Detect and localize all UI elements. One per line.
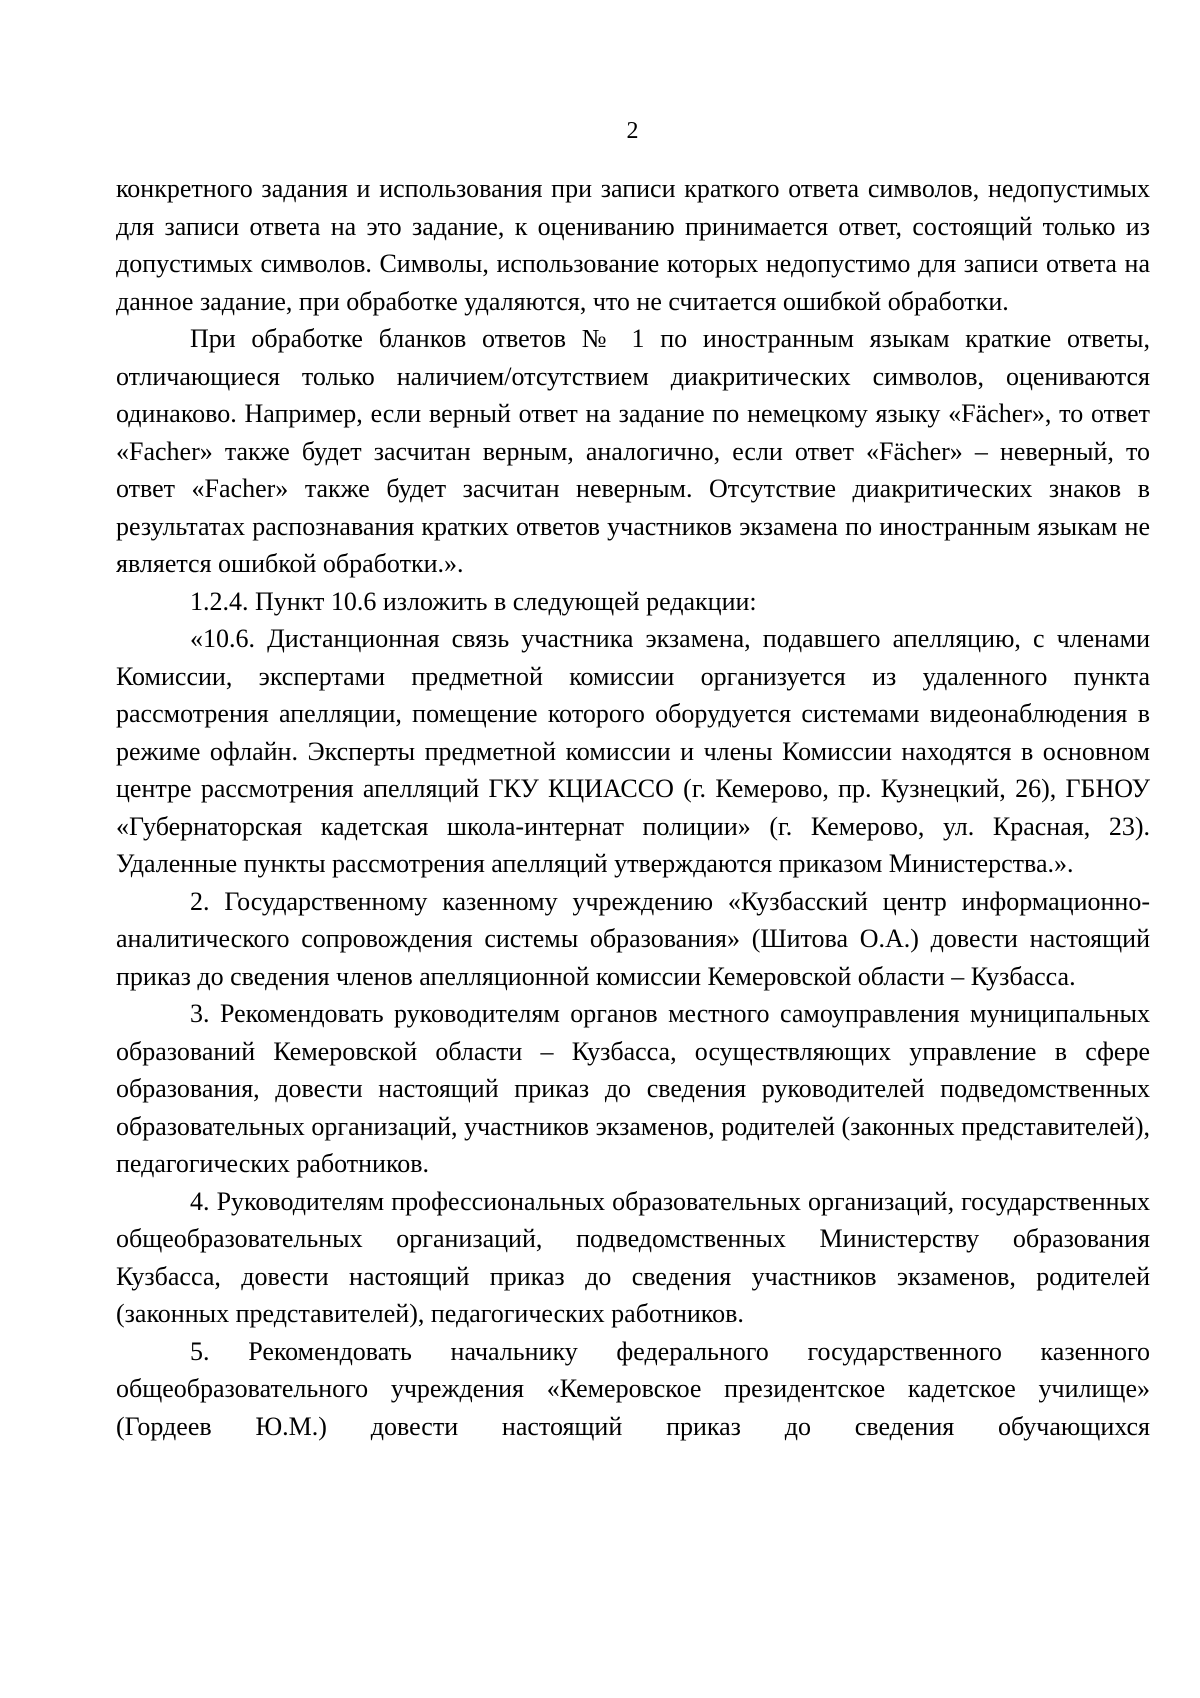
paragraph-item-5: 5. Рекомендовать начальнику федерального государственного казенного общеобразовательного учреждения «Кемеровское президентское кадетское училище» (Гордеев Ю.М.) довести настоящий приказ до сведения обучающихся: [116, 1336, 1150, 1441]
paragraph-continuation: конкретного задания и использования при записи краткого ответа символов, недопустимых для записи ответа на это задание, к оцениванию принимается ответ, состоящий только из допустимых символов. Символы, использование которых недопустимо для записи ответа на данное задание, при обработке удаляются, что не считается ошибкой обработки.: [116, 174, 1150, 316]
paragraph-item-2: 2. Государственному казенному учреждению «Кузбасский центр информационно-аналитического сопровождения системы образования» (Шитова О.А.) довести настоящий приказ до сведения членов апелляционной комиссии Кемеровской области – Кузбасса.: [116, 886, 1150, 991]
paragraph-item-10-6: «10.6. Дистанционная связь участника экзамена, подавшего апелляцию, с членами Комиссии, экспертами предметной комиссии организуется из удаленного пункта рассмотрения апелляции, помещение которого оборудуется системами видеонаблюдения в режиме офлайн. Эксперты предметной комиссии и члены Комиссии находятся в основном центре рассмотрения апелляций ГКУ КЦИАССО (г. Кемерово, пр. Кузнецкий, 26), ГБНОУ «Губернаторская кадетская школа-интернат полиции» (г. Кемерово, ул. Красная, 23). Удаленные пункты рассмотрения апелляций утверждаются приказом Министерства.».: [116, 624, 1150, 878]
paragraph-item-4: 4. Руководителям профессиональных образовательных организаций, государственных общеобразовательных организаций, подведомственных Министерству образования Кузбасса, довести настоящий приказ до сведения участников экзаменов, родителей (законных представителей), педагогических работников.: [116, 1186, 1150, 1328]
document-body: [116, 170, 1150, 1445]
paragraph-diacritics: При обработке бланков ответов № 1 по иностранным языкам краткие ответы, отличающиеся только наличием/отсутствием диакритических символов, оцениваются одинаково. Например, если верный ответ на задание по немецкому языку «Fächer», то ответ «Facher» также будет засчитан верным, аналогично, если ответ «Fächer» – неверный, то ответ «Facher» также будет засчитан неверным. Отсутствие диакритических знаков в результатах распознавания кратких ответов участников экзамена по иностранным языкам не является ошибкой обработки.».: [116, 324, 1150, 578]
paragraph-item-3: 3. Рекомендовать руководителям органов местного самоуправления муниципальных образований Кемеровской области – Кузбасса, осуществляющих управление в сфере образования, довести настоящий приказ до сведения руководителей подведомственных образовательных организаций, участников экзаменов, родителей (законных представителей), педагогических работников.: [116, 999, 1150, 1178]
paragraph-item-1-2-4: 1.2.4. Пункт 10.6 изложить в следующей редакции:: [190, 586, 757, 616]
page-number: 2: [626, 118, 639, 144]
